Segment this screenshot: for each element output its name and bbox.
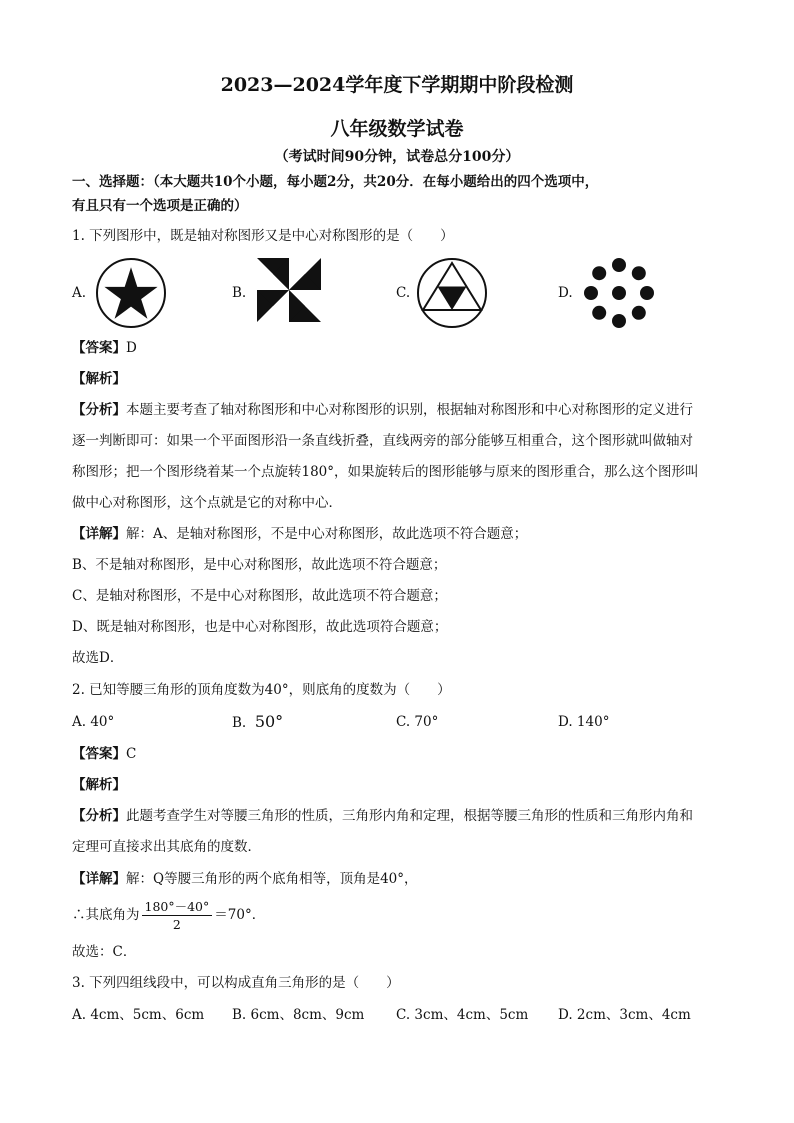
- pinwheel-figure: [257, 258, 321, 322]
- q1-detail-line2: B、不是轴对称图形，是中心对称图形，故此选项不符合题意；: [72, 557, 447, 573]
- q1-analysis-tag: 【解析】: [72, 371, 126, 387]
- q2-analysis-tag: 【解析】: [72, 777, 126, 793]
- dot-ring-figure: [582, 256, 656, 330]
- q3-option-c: C. 3cm、4cm、5cm: [396, 1007, 529, 1023]
- section-heading-line2: 有且只有一个选项是正确的）: [72, 198, 248, 214]
- q2-detail-line2: ∴其底角为 $\frac{180^\circ-40^\circ}{2}$ ＝70°．: [72, 899, 266, 932]
- q2-detail-line1: 【详解】解：Q等腰三角形的两个底角相等，顶角是40°，: [72, 871, 418, 887]
- q3-option-a: A. 4cm、5cm、6cm: [72, 1007, 205, 1023]
- q2-stem: 2. 已知等腰三角形的顶角度数为40°，则底角的度数为（ ）: [72, 682, 451, 698]
- q1-detail-line4: D、既是轴对称图形，也是中心对称图形，故此选项符合题意；: [72, 619, 448, 635]
- q2-option-b: B. 50°: [232, 712, 284, 731]
- q1-analysis-line2: 逐一判断即可：如果一个平面图形沿一条直线折叠，直线两旁的部分能够互相重合，这个图形就叫做轴对: [72, 433, 693, 449]
- q1-option-a-label: A.: [72, 285, 87, 301]
- q1-analysis-line1: 【分析】本题主要考查了轴对称图形和中心对称图形的识别，根据轴对称图形和中心对称图形的定义进行: [72, 402, 693, 418]
- q3-option-b: B. 6cm、8cm、9cm: [232, 1007, 365, 1023]
- section-heading-line1: 一、选择题：（本大题共10个小题，每小题2分，共20分．在每小题给出的四个选项中，: [72, 174, 599, 190]
- q2-option-d: D. 140°: [558, 714, 610, 730]
- q3-stem: 3. 下列四组线段中，可以构成直角三角形的是（ ）: [72, 975, 400, 991]
- q1-detail-line1: 【详解】解：A、是轴对称图形，不是中心对称图形，故此选项不符合题意；: [72, 526, 528, 542]
- q1-option-d-label: D.: [558, 285, 573, 301]
- q2-answer: 【答案】C: [72, 746, 137, 762]
- fraction: $\frac{180^\circ-40^\circ}{2}$: [142, 898, 213, 933]
- q2-option-a: A. 40°: [72, 714, 115, 730]
- q1-conclusion: 故选D．: [72, 650, 124, 666]
- q2-option-c: C. 70°: [396, 714, 439, 730]
- circle-triangle-figure: [415, 256, 489, 330]
- q2-analysis-line2: 定理可直接求出其底角的度数．: [72, 839, 261, 855]
- q2-conclusion: 故选：C．: [72, 944, 137, 960]
- q1-analysis-line3: 称图形；把一个图形绕着某一个点旋转180°，如果旋转后的图形能够与原来的图形重合，那么这个图形叫: [72, 464, 699, 480]
- q1-option-c-label: C.: [396, 285, 411, 301]
- circle-star-figure: [94, 256, 168, 330]
- page-subtitle: 八年级数学试卷: [330, 118, 464, 140]
- q1-answer: 【答案】D: [72, 340, 137, 356]
- q3-option-d: D. 2cm、3cm、4cm: [558, 1007, 691, 1023]
- page-title: 2023—2024学年度下学期期中阶段检测: [220, 74, 574, 96]
- q1-analysis-line4: 做中心对称图形，这个点就是它的对称中心．: [72, 495, 342, 511]
- q1-detail-line3: C、是轴对称图形，不是中心对称图形，故此选项不符合题意；: [72, 588, 447, 604]
- q1-option-b-label: B.: [232, 285, 247, 301]
- q2-analysis-line1: 【分析】此题考查学生对等腰三角形的性质，三角形内角和定理，根据等腰三角形的性质和三角形内角和: [72, 808, 693, 824]
- q1-stem: 1. 下列图形中，既是轴对称图形又是中心对称图形的是（ ）: [72, 228, 454, 244]
- exam-info: （考试时间90分钟，试卷总分100分）: [274, 149, 520, 165]
